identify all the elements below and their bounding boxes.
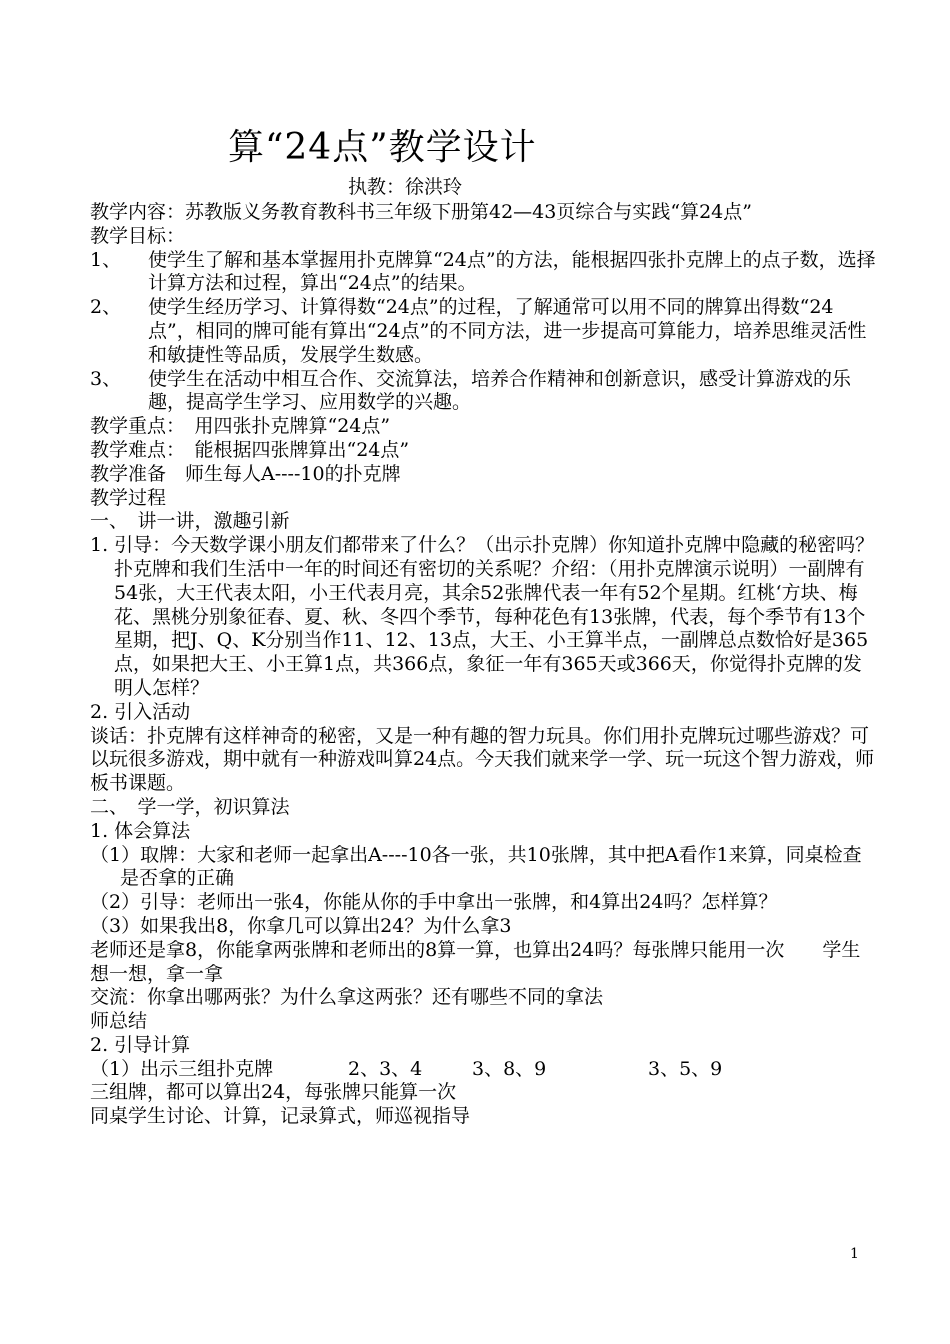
objective-item <box>90 249 878 297</box>
author-line: 执教：徐洪玲 <box>348 176 463 198</box>
objective-text: 使学生在活动中相互合作、交流算法，培养合作精神和创新意识，感受计算游戏的乐趣，提高学生学习、应用数学的兴趣。 <box>148 367 852 414</box>
objective-item <box>90 368 878 416</box>
paragraph: 谈话：扑克牌有这样神奇的秘密，又是一种有趣的智力玩具。你们用扑克牌玩过哪些游戏？可以玩很多游戏，期中就有一种游戏叫算24点。今天我们就来学一学、玩一玩这个智力游戏，师板书课题。 <box>90 724 875 795</box>
objective-number: 2、 <box>90 296 122 319</box>
objective-item <box>90 296 878 367</box>
subheading: 2. 引入活动 <box>90 700 191 723</box>
paragraph: 三组牌，都可以算出24，每张牌只能算一次 <box>90 1081 457 1104</box>
step: （2）引导：老师出一张4，你能从你的手中拿出一张牌，和4算出24吗？怎样算？ <box>90 891 778 914</box>
page-number: 1 <box>850 1246 859 1262</box>
teaching-content: 教学内容：苏教版义务教育教科书三年级下册第42—43页综合与实践“算24点” <box>90 201 752 223</box>
card-group: 3、8、9 <box>472 1057 547 1080</box>
document-title: 算“24点”教学设计 <box>228 127 537 168</box>
paragraph: 1. 引导：今天数学课小朋友们都带来了什么？（出示扑克牌）你知道扑克牌中隐藏的秘密吗？扑克牌和我们生活中一年的时间还有密切的关系呢？介绍：（用扑克牌演示说明）一副牌有54张，大王代表太阳，小王代表月亮，其余52张牌代表一年有52个星期。红桃‘方块、梅花、黑桃分别象征春、夏、秋、冬四个季节，每种花色有13张牌，代表，每个季节有13个星期，把J、Q、K分别当作11、12、13点，大王、小王算半点，一副牌总点数恰好是365点，如果把大王、小王算1点，共366点，象征一年有365天或366天，你觉得扑克牌的发明人怎样？ <box>90 534 875 699</box>
key-point: 教学重点： 用四张扑克牌算“24点” <box>90 415 391 438</box>
subheading: 2. 引导计算 <box>90 1033 191 1056</box>
difficulty-point: 教学难点： 能根据四张牌算出“24点” <box>90 438 410 461</box>
paragraph: 同桌学生讨论、计算，记录算式，师巡视指导 <box>90 1105 471 1128</box>
objectives-heading: 教学目标： <box>90 224 186 247</box>
card-group: 2、3、4 <box>348 1057 423 1080</box>
step: （3）如果我出8，你拿几可以算出24？为什么拿3 <box>90 914 512 937</box>
subheading: 1. 体会算法 <box>90 819 191 842</box>
paragraph: 交流：你拿出哪两张？为什么拿这两张？还有哪些不同的拿法 <box>90 986 604 1009</box>
objective-number: 1、 <box>90 248 122 271</box>
objective-number: 3、 <box>90 367 122 390</box>
paragraph: 师总结 <box>90 1010 148 1033</box>
objective-text: 使学生了解和基本掌握用扑克牌算“24点”的方法，能根据四张扑克牌上的点子数，选择计算方法和过程，算出“24点”的结果。 <box>148 248 876 295</box>
document-body <box>90 201 878 1129</box>
section-heading: 一、 讲一讲，激趣引新 <box>90 510 290 533</box>
preparation: 教学准备 师生每人A----10的扑克牌 <box>90 462 401 485</box>
section-heading: 二、 学一学，初识算法 <box>90 795 290 818</box>
card-group: 3、5、9 <box>648 1057 723 1080</box>
objective-text: 使学生经历学习、计算得数“24点”的过程，了解通常可以用不同的牌算出得数“24点”，相同的牌可能有算出“24点”的不同方法，进一步提高可算能力，培养思维灵活性和敏捷性等品质，发展学生数感。 <box>148 296 867 366</box>
process-heading: 教学过程 <box>90 486 167 509</box>
paragraph: 老师还是拿8，你能拿两张牌和老师出的8算一算，也算出24吗？每张牌只能用一次 学生想一想，拿一拿 <box>90 938 861 985</box>
card-groups-line <box>90 1058 878 1082</box>
card-groups-label: （1）出示三组扑克牌 <box>90 1057 274 1080</box>
step: （1）取牌：大家和老师一起拿出A----10各一张，共10张牌，其中把A看作1来算，同桌检查是否拿的正确 <box>90 843 862 890</box>
